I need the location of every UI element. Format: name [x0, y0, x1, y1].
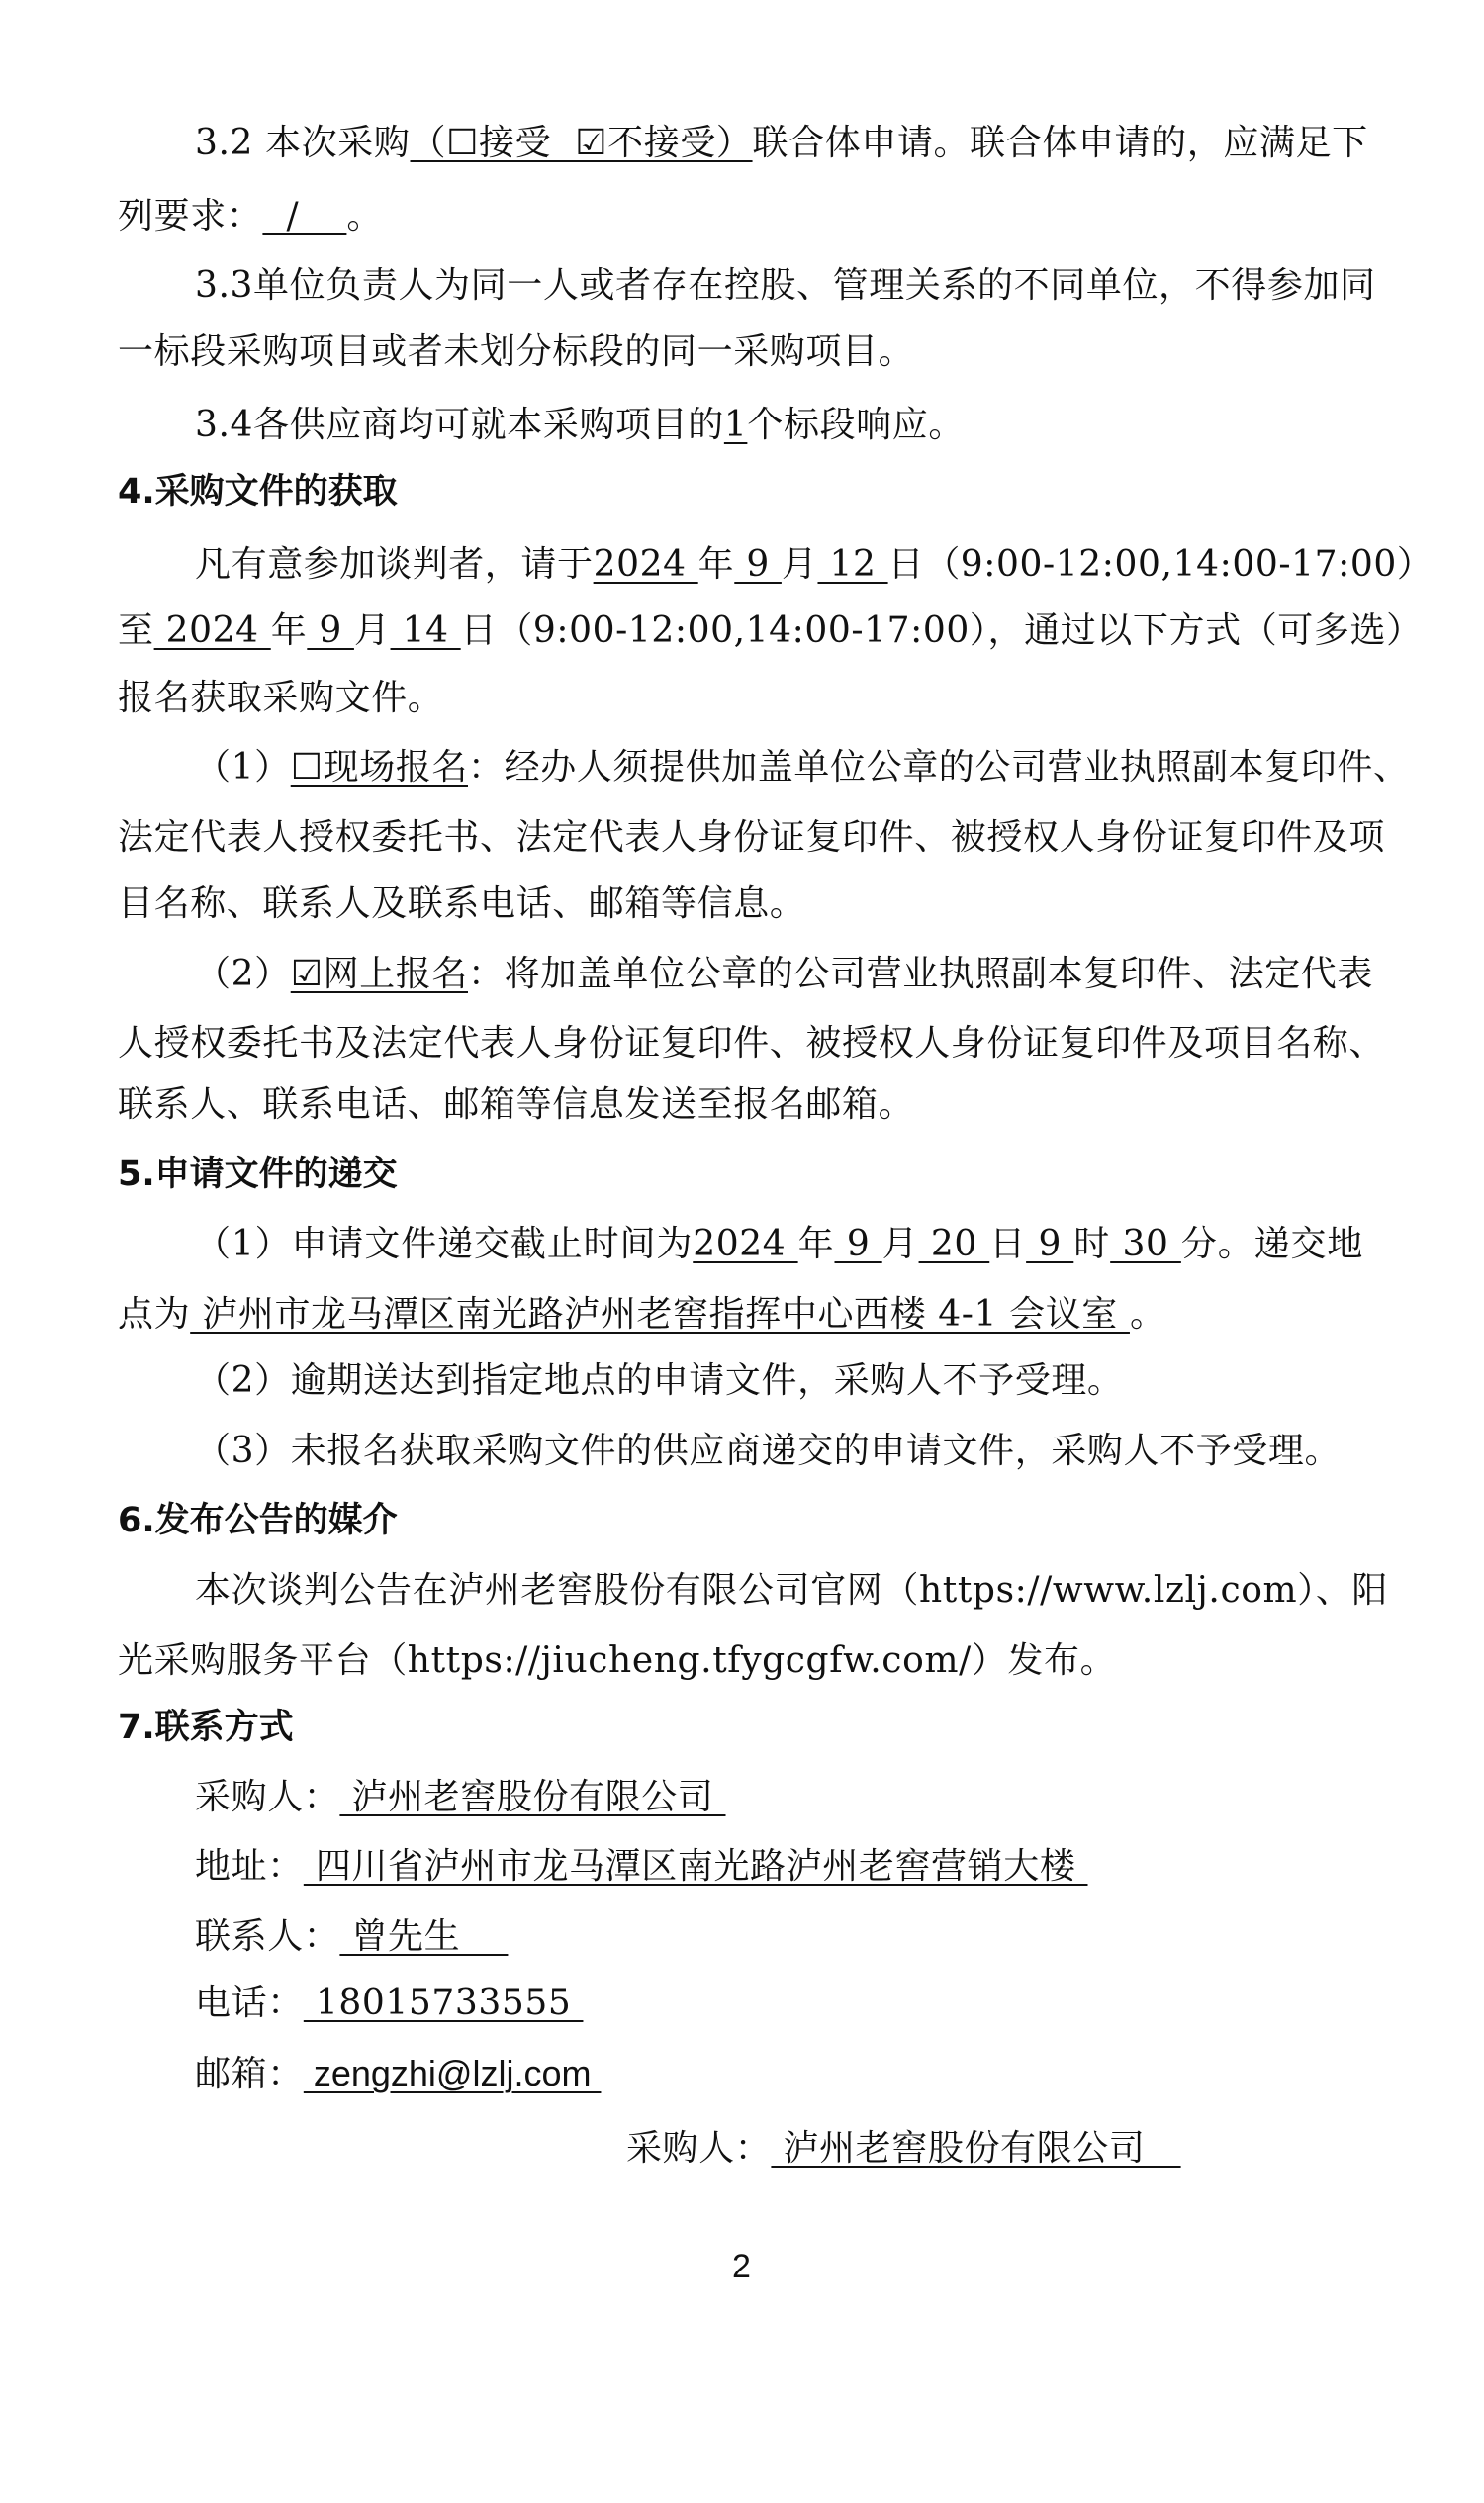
contact-phone-value: 18015733555 [303, 1983, 584, 2023]
contact-email [195, 2049, 1363, 2098]
submission-place: 泸州市龙马潭区南光路泸州老窖指挥中心西楼 4-1 会议室 [190, 1294, 1130, 1335]
submission-deadline-line1 [195, 1220, 1363, 1269]
section-4-heading: 4.采购文件的获取 [118, 472, 398, 511]
section-4-intro-line3: 报名获取采购文件。 [118, 678, 444, 718]
para-3-3-line2: 一标段采购项目或者未划分标段的同一采购项目。 [118, 331, 915, 372]
contact-label: 电话： [195, 1983, 304, 2023]
contact-label: 采购人： [195, 1777, 340, 1817]
end-month: 9 [307, 610, 354, 651]
online-registration-checkbox: ☑网上报名 [290, 954, 468, 994]
to-label: 至 [118, 610, 154, 651]
minute-label: 分。递交地 [1180, 1224, 1363, 1264]
contact-person-value: 曾先生 [339, 1916, 509, 1957]
media-line1: 本次谈判公告在泸州老窖股份有限公司官网（https://www.lzlj.com）、阳 [195, 1570, 1389, 1611]
day-label: 日 [989, 1224, 1027, 1264]
page-number: 2 [732, 2248, 751, 2285]
onsite-registration-line3: 目名称、联系人及联系电话、邮箱等信息。 [118, 883, 806, 924]
contact-phone [195, 1979, 1363, 2028]
end-year: 2024 [153, 610, 271, 651]
requirements-blank: / [262, 196, 347, 236]
section-5-heading: 5.申请文件的递交 [118, 1155, 398, 1194]
deadline-day: 20 [918, 1224, 990, 1264]
para-3-2-line1 [195, 119, 1368, 168]
online-registration-line2: 人授权委托书及法定代表人身份证复印件、被授权人身份证复印件及项目名称、 [118, 1023, 1386, 1064]
deadline-month: 9 [834, 1224, 882, 1264]
deadline-minute: 30 [1110, 1224, 1181, 1264]
consortium-option-underlined: （☐接受 ☑不接受） [410, 123, 753, 163]
contact-email-value: zengzhi@lzlj.com [303, 2053, 602, 2093]
signature-line [626, 2124, 1319, 2174]
month-label: 月 [881, 1224, 919, 1264]
online-text: ：将加盖单位公章的公司营业执照副本复印件、法定代表 [468, 954, 1374, 994]
section-4-intro-line2 [118, 606, 1423, 656]
para-3-4 [195, 401, 1363, 450]
para-3-3-line1: 3.3单位负责人为同一人或者存在控股、管理关系的不同单位，不得参加同 [195, 265, 1376, 306]
submission-place-line [118, 1290, 1363, 1340]
deadline-year: 2024 [693, 1224, 798, 1264]
para-3-2-line2 [118, 192, 1363, 241]
section-7-heading: 7.联系方式 [118, 1708, 294, 1747]
signature-purchaser: 泸州老窖股份有限公司 [771, 2128, 1181, 2169]
para-3-4-rest: 个标段响应。 [747, 405, 965, 445]
start-hours: 日（9:00-12:00,14:00-17:00） [887, 544, 1434, 585]
para-3-4-lead: 3.4各供应商均可就本采购项目的 [195, 405, 724, 445]
month-label: 月 [781, 544, 818, 585]
online-registration-line1 [195, 950, 1374, 999]
media-line2: 光采购服务平台（https://jiucheng.tfygcgfw.com/）发布。 [118, 1640, 1117, 1681]
para-3-2-rest: 联合体申请。联合体申请的，应满足下 [752, 123, 1368, 163]
item-number: （2） [195, 954, 291, 994]
start-year: 2024 [593, 544, 698, 585]
onsite-registration-line1 [195, 743, 1410, 792]
section-4-intro-line1 [195, 540, 1434, 590]
intro-text: 凡有意参加谈判者，请于 [195, 544, 594, 585]
year-label: 年 [697, 544, 735, 585]
period: 。 [346, 196, 384, 236]
lot-count: 1 [723, 405, 748, 445]
hour-label: 时 [1073, 1224, 1111, 1264]
contact-address-value: 四川省泸州市龙马潭区南光路泸州老窖营销大楼 [303, 1846, 1088, 1887]
late-submission-rule: （2）逾期送达到指定地点的申请文件，采购人不予受理。 [195, 1360, 1124, 1401]
place-label: 点为 [118, 1294, 191, 1335]
onsite-text: ：经办人须提供加盖单位公章的公司营业执照副本复印件、 [468, 747, 1410, 788]
para-3-2-lead: 3.2 本次采购 [195, 123, 411, 163]
item-number: （1） [195, 747, 291, 788]
start-day: 12 [817, 544, 888, 585]
end-hours: 日（9:00-12:00,14:00-17:00），通过以下方式（可多选） [460, 610, 1423, 651]
signature-label: 采购人： [626, 2128, 772, 2169]
onsite-registration-line2: 法定代表人授权委托书、法定代表人身份证复印件、被授权人身份证复印件及项 [118, 817, 1386, 858]
contact-label: 地址： [195, 1846, 304, 1887]
contact-address [195, 1842, 1363, 1892]
onsite-registration-checkbox: ☐现场报名 [290, 747, 468, 788]
period: 。 [1129, 1294, 1166, 1335]
unregistered-submission-rule: （3）未报名获取采购文件的供应商递交的申请文件，采购人不予受理。 [195, 1431, 1342, 1471]
start-month: 9 [734, 544, 782, 585]
month-label: 月 [353, 610, 391, 651]
end-day: 14 [390, 610, 461, 651]
contact-label: 邮箱： [195, 2054, 304, 2094]
contact-purchaser-value: 泸州老窖股份有限公司 [339, 1777, 726, 1817]
contact-purchaser [195, 1773, 1363, 1822]
online-registration-line3: 联系人、联系电话、邮箱等信息发送至报名邮箱。 [118, 1084, 915, 1125]
year-label: 年 [270, 610, 308, 651]
contact-person [195, 1912, 1363, 1962]
section-6-heading: 6.发布公告的媒介 [118, 1501, 398, 1540]
year-label: 年 [797, 1224, 835, 1264]
requirements-label: 列要求： [118, 196, 263, 236]
deadline-hour: 9 [1026, 1224, 1074, 1264]
contact-label: 联系人： [195, 1916, 340, 1957]
deadline-text: （1）申请文件递交截止时间为 [195, 1224, 694, 1264]
